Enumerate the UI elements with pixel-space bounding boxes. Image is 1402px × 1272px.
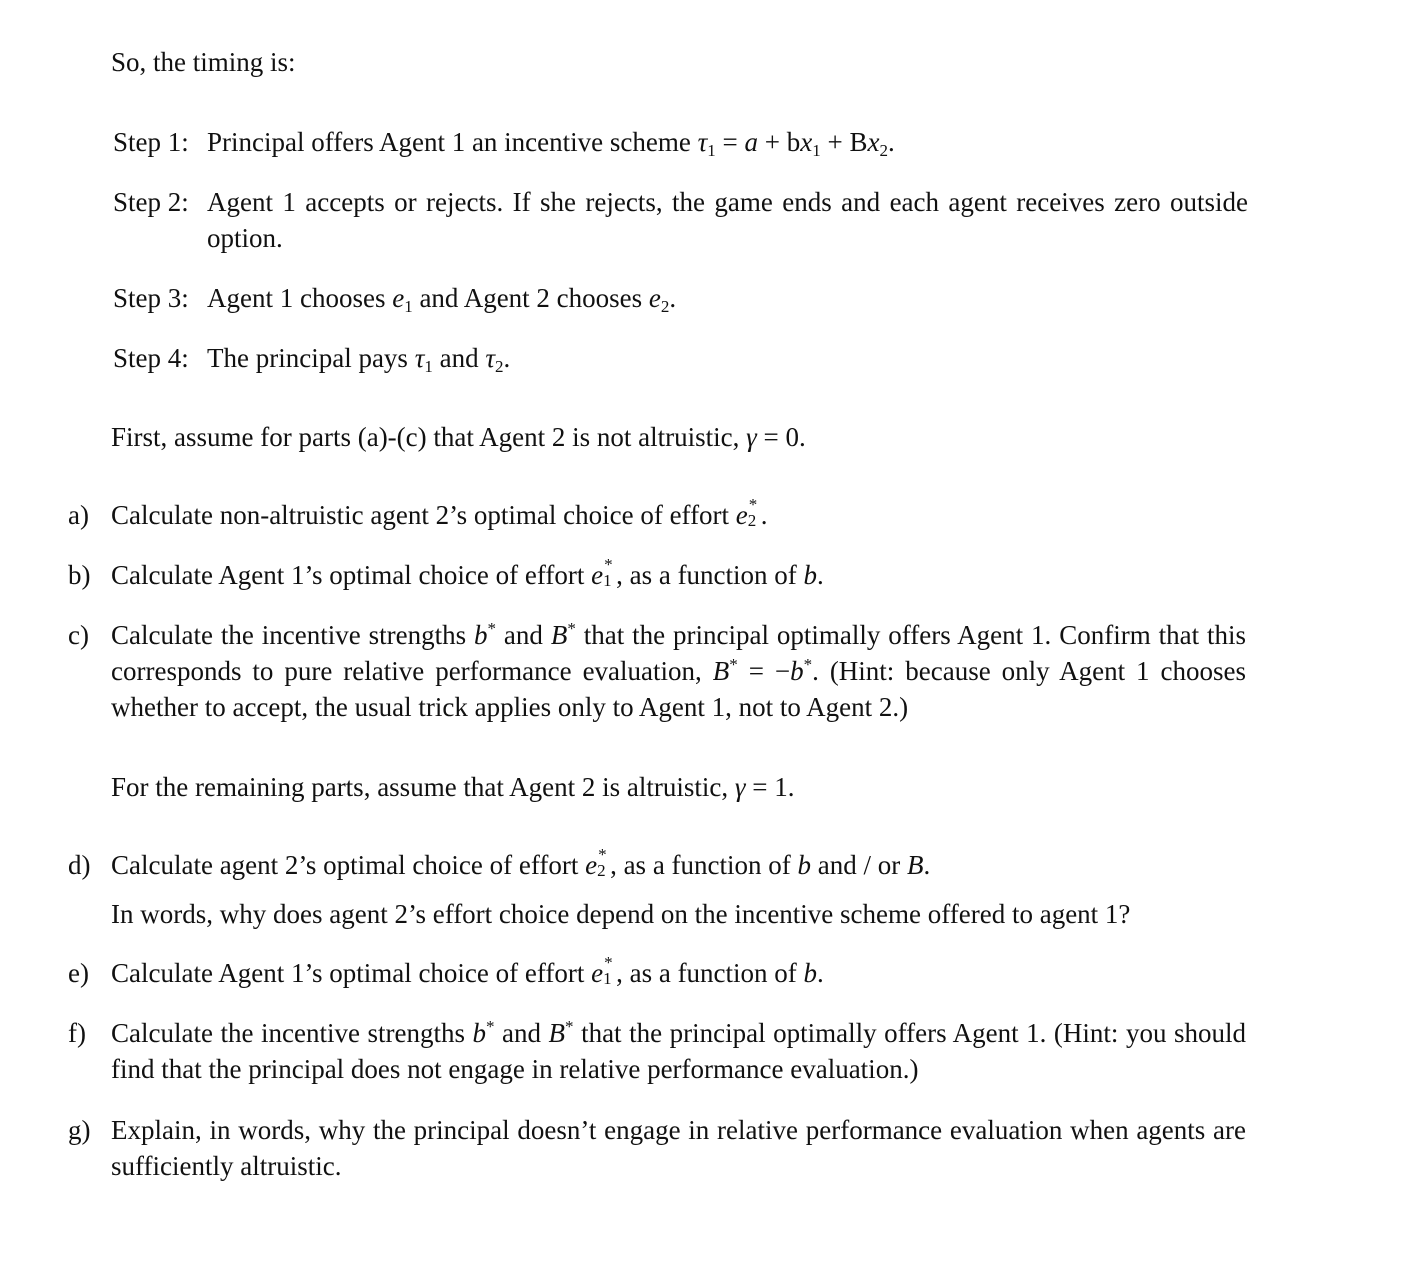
math-variable: b	[797, 850, 812, 880]
step-2	[113, 184, 1248, 256]
timing-intro: So, the timing is:	[111, 47, 296, 77]
math-variable: B*	[548, 1017, 574, 1048]
step-text: The principal pays $\tau_1$ and $\tau_2$.	[207, 343, 511, 376]
math-variable: γ	[746, 422, 757, 452]
question-text: Explain, in words, why the principal doesn’t engage in relative performance evaluation when agents are sufficiently altruistic.	[111, 1115, 1246, 1181]
question-a	[68, 497, 1246, 533]
math-variable: γ	[734, 772, 746, 802]
math-variable: $\tau_1$	[414, 343, 433, 376]
question-g	[68, 1112, 1246, 1184]
math-variable: B*	[550, 619, 576, 650]
math-variable: e * 1	[591, 555, 613, 590]
math-variable: b*	[472, 1017, 495, 1048]
math-variable: $x_2$	[867, 127, 888, 160]
question-text: Calculate agent 2’s optimal choice of effort e * 2 , as a function of b and / or B.	[111, 845, 931, 880]
question-label: c)	[68, 620, 89, 650]
step-label: Step 2:	[113, 187, 189, 217]
question-f	[68, 1015, 1246, 1087]
question-text: Calculate the incentive strengths b* and B* that the principal optimally offers Agent 1. Confirm that this corresponds to pure relative performance evaluation, B* = −b*. (Hint: because only Agent 1 chooses whether to accept, the usual trick applies only to Agent 1, not to Agent 2.)	[111, 619, 1247, 722]
question-label: d)	[68, 850, 91, 880]
step-text: Principal offers Agent 1 an incentive scheme $\tau_1 = a + bx_1 + Bx_2$.	[207, 127, 895, 160]
step-text: Agent 1 chooses $e_1$ and Agent 2 chooses $e_2$.	[207, 283, 677, 316]
question-label: f)	[68, 1018, 86, 1048]
question-followup: In words, why does agent 2’s effort choice depend on the incentive scheme offered to agent 1?	[111, 899, 1131, 929]
question-c	[68, 617, 1246, 725]
question-text: Calculate Agent 1’s optimal choice of effort e * 1 , as a function of b.	[111, 555, 824, 590]
question-text: Calculate non-altruistic agent 2’s optimal choice of effort e * 2 .	[111, 495, 768, 530]
step-label: Step 4:	[113, 343, 189, 373]
step-3	[113, 280, 1248, 316]
step-4	[113, 340, 1248, 376]
question-d	[68, 847, 1246, 932]
math-variable: b	[803, 560, 818, 590]
question-label: b)	[68, 560, 91, 590]
math-variable: e * 1	[591, 953, 613, 988]
question-label: e)	[68, 958, 89, 988]
math-variable: $\tau_1$	[697, 127, 716, 160]
math-variable: b	[803, 958, 818, 988]
math-variable: b*	[474, 619, 497, 650]
math-variable: B*	[712, 655, 738, 686]
step-label: Step 3:	[113, 283, 189, 313]
math-variable: e * 2	[735, 495, 758, 530]
math-variable: e * 2	[585, 845, 607, 880]
question-text: Calculate Agent 1’s optimal choice of effort e * 1 , as a function of b.	[111, 953, 824, 988]
math-variable: b*	[790, 655, 813, 686]
math-variable: $e_1$	[392, 283, 413, 316]
math-variable: $x_1$	[800, 127, 821, 160]
step-text: Agent 1 accepts or rejects. If she rejects, the game ends and each agent receives zero outside option.	[207, 187, 1248, 253]
assumption-altruistic: For the remaining parts, assume that Agent 2 is altruistic, γ = 1.	[111, 772, 795, 802]
question-e	[68, 955, 1246, 991]
question-label: a)	[68, 500, 89, 530]
question-text: Calculate the incentive strengths b* and B* that the principal optimally offers Agent 1. (Hint: you should find that the principal does not engage in relative performance evaluation.)	[111, 1017, 1246, 1084]
step-label: Step 1:	[113, 127, 189, 157]
math-variable: $e_2$	[648, 283, 670, 316]
math-variable: B	[907, 850, 924, 880]
step-1	[113, 124, 1248, 160]
question-label: g)	[68, 1115, 91, 1145]
question-b	[68, 557, 1246, 593]
math-variable: $\tau_2$	[485, 343, 504, 376]
math-variable: a	[744, 127, 759, 157]
assumption-non-altruistic: First, assume for parts (a)-(c) that Agent 2 is not altruistic, γ = 0.	[111, 422, 806, 452]
